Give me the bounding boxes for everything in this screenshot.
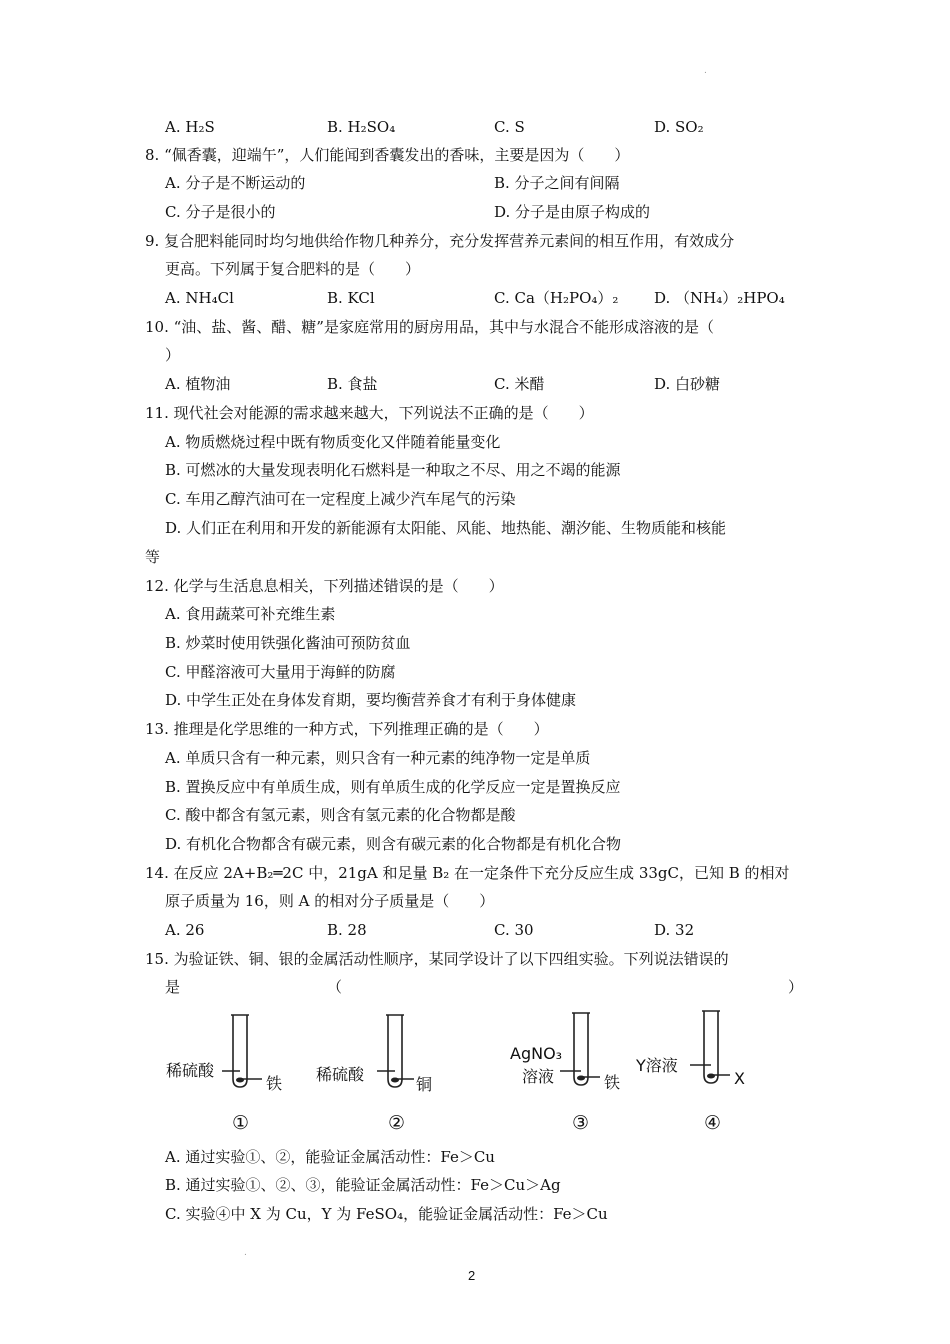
q13-stem: 13. 推理是化学思维的一种方式，下列推理正确的是（ ） bbox=[145, 720, 549, 738]
q14-stem-line1: 14. 在反应 2A+B₂═2C 中，21gA 和足量 B₂ 在一定条件下充分反应生成 33gC，已知 B 的相对 bbox=[145, 864, 790, 882]
q9-option-b: B. KCl bbox=[327, 289, 375, 307]
q10-option-d: D. 白砂糖 bbox=[654, 375, 721, 393]
q13-option-d: D. 有机化合物都含有碳元素，则含有碳元素的化合物都是有机化合物 bbox=[165, 835, 622, 853]
tube3-number: ③ bbox=[572, 1112, 590, 1134]
q10-option-a: A. 植物油 bbox=[165, 375, 231, 393]
q9-stem-line1: 9. 复合肥料能同时均匀地供给作物几种养分，充分发挥营养元素间的相互作用，有效成分 bbox=[145, 232, 735, 250]
q10-option-c: C. 米醋 bbox=[494, 375, 545, 393]
q12-option-a: A. 食用蔬菜可补充维生素 bbox=[165, 605, 336, 623]
q11-option-d: D. 人们正在利用和开发的新能源有太阳能、风能、地热能、潮汐能、生物质能和核能 bbox=[165, 519, 727, 537]
q15-paren-close: ） bbox=[788, 978, 804, 996]
tube1-label-metal: 铁 bbox=[266, 1074, 283, 1093]
q12-option-b: B. 炒菜时使用铁强化酱油可预防贫血 bbox=[165, 634, 411, 652]
q15-option-c: C. 实验④中 X 为 Cu，Y 为 FeSO₄，能验证金属活动性：Fe＞Cu bbox=[165, 1205, 608, 1223]
tube3-label-metal: 铁 bbox=[604, 1073, 621, 1092]
q10-stem-line2: ） bbox=[165, 346, 181, 364]
page-number: 2 bbox=[468, 1268, 476, 1283]
tube4-label-solution: Y溶液 bbox=[636, 1056, 678, 1075]
q7-option-a: A. H₂S bbox=[165, 118, 215, 136]
q13-option-b: B. 置换反应中有单质生成，则有单质生成的化学反应一定是置换反应 bbox=[165, 778, 621, 796]
test-tube-2 bbox=[388, 1015, 402, 1087]
tube1-number: ① bbox=[232, 1112, 250, 1134]
tube2-number: ② bbox=[388, 1112, 406, 1134]
scan-dot: . bbox=[244, 1248, 247, 1258]
tube1-label-solution: 稀硫酸 bbox=[166, 1061, 215, 1080]
q8-stem: 8. “佩香囊，迎端午”，人们能闻到香囊发出的香味，主要是因为（ ） bbox=[145, 146, 630, 164]
q10-stem-line1: 10. “油、盐、酱、醋、糖”是家庭常用的厨房用品，其中与水混合不能形成溶液的是（ bbox=[145, 318, 714, 336]
q9-stem-line2: 更高。下列属于复合肥料的是（ ） bbox=[165, 260, 421, 278]
q14-option-c: C. 30 bbox=[494, 921, 534, 939]
q11-option-b: B. 可燃冰的大量发现表明化石燃料是一种取之不尽、用之不竭的能源 bbox=[165, 461, 621, 479]
q15-stem-line2: 是 bbox=[165, 978, 181, 996]
test-tube-drawing bbox=[0, 1005, 950, 1145]
q14-stem-line2: 原子质量为 16，则 A 的相对分子质量是（ ） bbox=[165, 892, 495, 910]
q11-option-d-continuation: 等 bbox=[145, 548, 161, 566]
q8-option-b: B. 分子之间有间隔 bbox=[494, 174, 620, 192]
q14-option-a: A. 26 bbox=[165, 921, 205, 939]
q10-option-b: B. 食盐 bbox=[327, 375, 378, 393]
test-tube-4 bbox=[704, 1011, 718, 1083]
q15-option-b: B. 通过实验①、②、③，能验证金属活动性：Fe＞Cu＞Ag bbox=[165, 1176, 561, 1194]
q15-option-a: A. 通过实验①、②，能验证金属活动性：Fe＞Cu bbox=[165, 1148, 495, 1166]
tube2-label-solution: 稀硫酸 bbox=[316, 1065, 365, 1084]
scan-dot: . bbox=[704, 66, 707, 76]
q8-option-a: A. 分子是不断运动的 bbox=[165, 174, 306, 192]
q14-option-d: D. 32 bbox=[654, 921, 695, 939]
test-tube-1 bbox=[233, 1015, 247, 1087]
q7-option-b: B. H₂SO₄ bbox=[327, 118, 396, 136]
tube3-label-solution-line1: AgNO₃ bbox=[510, 1044, 563, 1063]
q9-option-c: C. Ca（H₂PO₄）₂ bbox=[494, 289, 619, 307]
q11-option-a: A. 物质燃烧过程中既有物质变化又伴随着能量变化 bbox=[165, 433, 501, 451]
q14-option-b: B. 28 bbox=[327, 921, 367, 939]
q12-option-d: D. 中学生正处在身体发育期，要均衡营养食才有利于身体健康 bbox=[165, 691, 577, 709]
q11-option-c: C. 车用乙醇汽油可在一定程度上减少汽车尾气的污染 bbox=[165, 490, 516, 508]
tube4-label-metal: X bbox=[734, 1069, 745, 1088]
tube2-label-metal: 铜 bbox=[416, 1075, 433, 1094]
q13-option-c: C. 酸中都含有氢元素，则含有氢元素的化合物都是酸 bbox=[165, 806, 516, 824]
q15-paren-open: （ bbox=[327, 978, 343, 996]
tube4-number: ④ bbox=[704, 1112, 722, 1134]
q12-option-c: C. 甲醛溶液可大量用于海鲜的防腐 bbox=[165, 663, 396, 681]
q7-option-c: C. S bbox=[494, 118, 525, 136]
q15-stem-line1: 15. 为验证铁、铜、银的金属活动性顺序，某同学设计了以下四组实验。下列说法错误的 bbox=[145, 950, 729, 968]
q8-option-d: D. 分子是由原子构成的 bbox=[494, 203, 651, 221]
tube3-label-solution-line2: 溶液 bbox=[522, 1067, 555, 1086]
q9-option-a: A. NH₄Cl bbox=[165, 289, 234, 307]
q12-stem: 12. 化学与生活息息相关，下列描述错误的是（ ） bbox=[145, 577, 504, 595]
q11-stem: 11. 现代社会对能源的需求越来越大，下列说法不正确的是（ ） bbox=[145, 404, 594, 422]
q9-option-d: D. （NH₄）₂HPO₄ bbox=[654, 289, 785, 307]
q8-option-c: C. 分子是很小的 bbox=[165, 203, 276, 221]
q7-option-d: D. SO₂ bbox=[654, 118, 704, 136]
test-tube-3 bbox=[574, 1013, 588, 1085]
q13-option-a: A. 单质只含有一种元素，则只含有一种元素的纯净物一定是单质 bbox=[165, 749, 591, 767]
